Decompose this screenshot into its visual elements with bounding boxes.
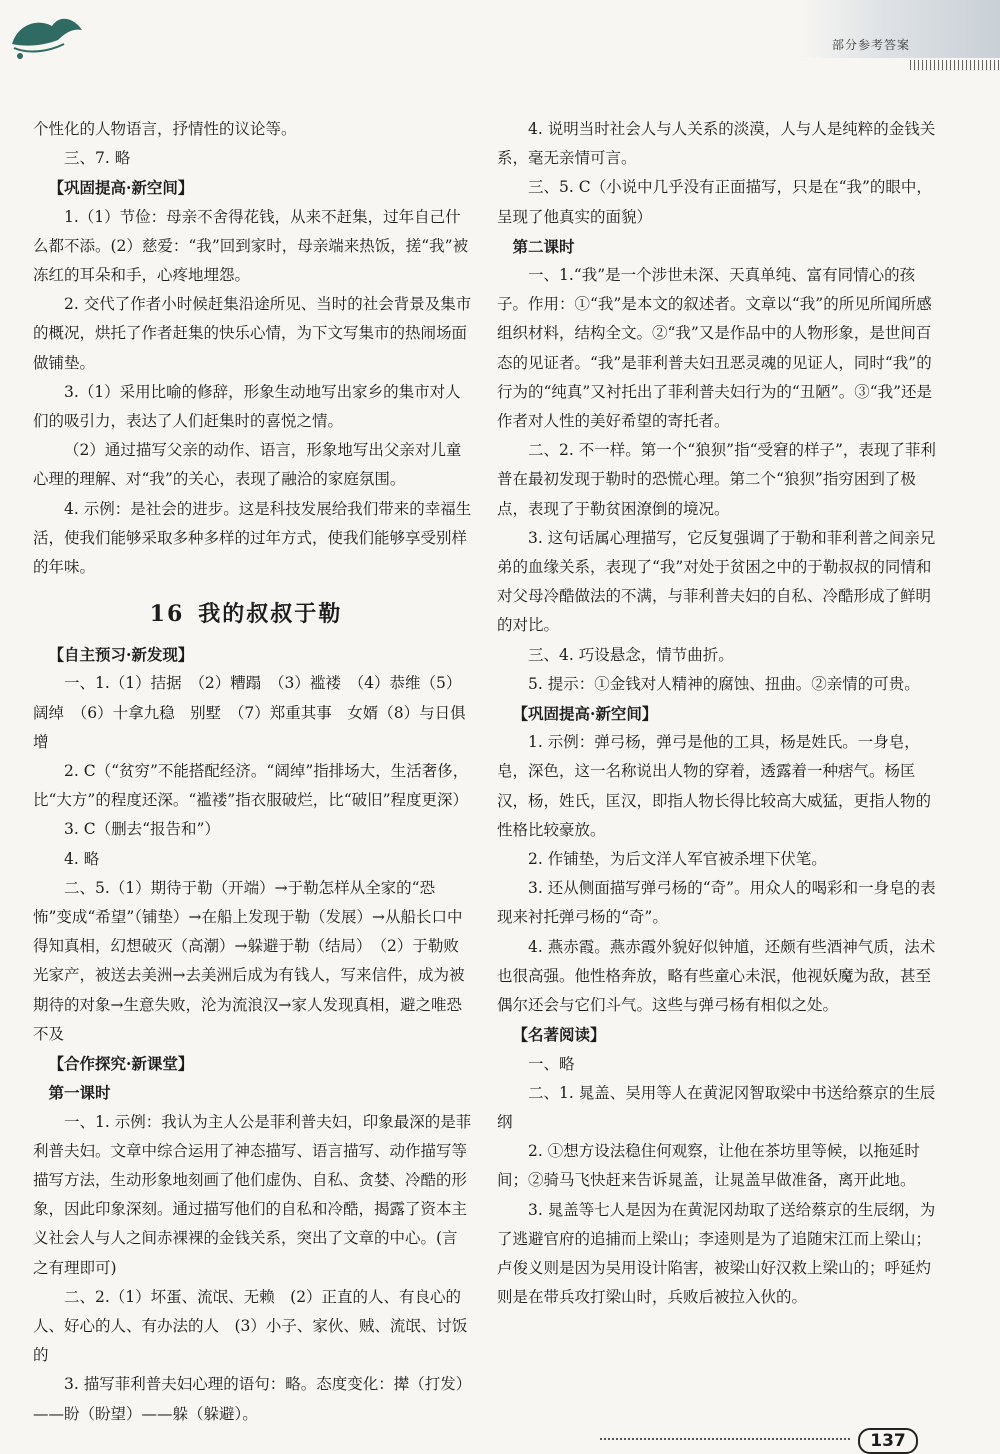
header-tick-strip — [910, 60, 1000, 70]
page-number: 137 — [858, 1428, 918, 1454]
page-header — [0, 0, 1000, 72]
paragraph: 二、5.（1）期待于勒（开端）→于勒怎样从全家的“恐怖”变成“希望”（铺垫）→在船上发现于勒（发展）→从船长口中得知真相，幻想破灭（高潮）→躲避于勒（结局） （2）于勒败光家产，被送去美洲→去美洲后成为有钱人，写来信件，成为被期待的对象→生意失败，沦为流浪汉→家人发现真相，避之唯恐不及 — [33, 878, 465, 1043]
paragraph: 4. 说明当时社会人与人关系的淡漠，人与人是纯粹的金钱关系，毫无亲情可言。 — [497, 120, 936, 168]
paragraph: 1. 示例：弹弓杨，弹弓是他的工具，杨是姓氏。一身皂，皂，深色，这一名称说出人物的穿着，透露着一种痞气。杨匡汉，杨，姓氏，匡汉，即指人物长得比较高大威猛，更指人物的性格比较豪放。 — [497, 733, 932, 839]
paragraph: 3. 还从侧面描写弹弓杨的“奇”。用众人的喝彩和一身皂的表现来衬托弹弓杨的“奇”。 — [497, 879, 936, 927]
chapter-title — [33, 594, 473, 634]
paragraph: 一、1.“我”是一个涉世未深、天真单纯、富有同情心的孩子。作用：①“我”是本文的叙述者。文章以“我”的所见所闻所感组织材料，结构全文。②“我”又是作品中的人物形象，是世间百态的见证者。“我”是菲利普夫妇丑恶灵魂的见证人，同时“我”的行为的“纯真”又衬托出了菲利普夫妇行为的“丑陋”。③“我”还是作者对人性的美好希望的寄托者。 — [497, 266, 933, 431]
chapter-number: 16 — [149, 601, 185, 628]
right-column — [497, 115, 937, 1312]
section-heading: 【名著阅读】 — [512, 1025, 606, 1045]
paragraph: 2. 交代了作者小时候赶集沿途所见、当时的社会背景及集市的概况，烘托了作者赶集的快乐心情，为下文写集市的热闹场面做铺垫。 — [33, 295, 472, 372]
paragraph: 二、2. 不一样。第一个“狼狈”指“受窘的样子”，表现了菲利普在最初发现于勒时的恐慌心理。第二个“狼狈”指穷困到了极点，表现了于勒贫困潦倒的境况。 — [497, 441, 936, 518]
paragraph: 一、1. 示例：我认为主人公是菲利普夫妇，印象最深的是菲利普夫妇。文章中综合运用了神态描写、语言描写、动作描写等描写方法，生动形象地刻画了他们虚伪、自私、贪婪、冷酷的形象，因此印象深刻。通过描写他们的自私和冷酷，揭露了资本主义社会人与人之间赤裸裸的金钱关系，突出了文章的中心。(言之有理即可) — [33, 1112, 472, 1277]
lesson-heading: 第二课时 — [512, 236, 575, 256]
paragraph: 三、7. 略 — [64, 149, 131, 168]
paragraph: 2. ①想方设法稳住何观察，让他在茶坊里等候，以拖延时间；②骑马飞快赶来告诉晁盖，让晁盖早做准备，离开此地。 — [497, 1142, 920, 1190]
paragraph: 3.（1）采用比喻的修辞，形象生动地写出家乡的集市对人们的吸引力，表达了人们赶集时的喜悦之情。 — [33, 382, 461, 431]
paragraph: 4. 略 — [64, 849, 100, 868]
paragraph: 3. 描写菲利普夫妇心理的语句：略。态度变化：撵（打发）——盼（盼望）——躲（躲避）。 — [33, 1375, 472, 1423]
paragraph: 二、2.（1）坏蛋、流氓、无赖 (2）正直的人、有良心的人、好心的人、有办法的人 (3）小子、家伙、贼、流氓、讨饭的 — [33, 1287, 468, 1365]
paragraph: 2. C（“贫穷”不能搭配经济。“阔绰”指排场大，生活奢侈，比“大方”的程度还深。“褴褛”指衣服破烂，比“破旧”程度更深） — [33, 762, 469, 810]
paragraph: 5. 提示：①金钱对人精神的腐蚀、扭曲。②亲情的可贵。 — [528, 674, 920, 693]
section-heading: 【巩固提高·新空间】 — [512, 704, 658, 724]
paragraph: 二、1. 晁盖、吴用等人在黄泥冈智取梁中书送给蔡京的生辰纲 — [497, 1083, 936, 1131]
footer-dotted-line — [600, 1438, 850, 1440]
paragraph: 1.（1）节俭：母亲不舍得花钱，从来不赶集，过年自己什么都不添。(2）慈爱：“我”回到家时，母亲端来热饭，搓“我”被冻红的耳朵和手，心疼地埋怨。 — [33, 207, 469, 285]
paragraph: 4. 示例：是社会的进步。这是科技发展给我们带来的幸福生活，使我们能够采取多种多样的过年方式，使我们能够享受别样的年味。 — [33, 499, 472, 577]
header-label: 部分参考答案 — [832, 38, 911, 52]
left-column — [33, 115, 473, 1429]
bird-logo-icon — [8, 4, 88, 64]
section-heading: 【巩固提高·新空间】 — [48, 178, 194, 198]
paragraph: 个性化的人物语言，抒情性的议论等。 — [33, 120, 297, 138]
paragraph: 一、略 — [528, 1054, 575, 1073]
paragraph: 三、5. C（小说中几乎没有正面描写，只是在“我”的眼中，呈现了他真实的面貌） — [497, 178, 932, 226]
paragraph: 3. 这句话属心理描写，它反复强调了于勒和菲利普之间亲兄弟的血缘关系，表现了“我”对处于贫困之中的于勒叔叔的同情和对父母冷酷做法的不满，与菲利普夫妇的自私、冷酷形成了鲜明的对比。 — [497, 528, 936, 635]
chapter-name: 我的叔叔于勒 — [198, 601, 343, 628]
lesson-heading: 第一课时 — [48, 1083, 111, 1103]
paragraph: 4. 燕赤霞。燕赤霞外貌好似钟馗，还颇有些酒神气质，法术也很高强。他性格奔放，略有些童心未泯，他视妖魔为敌，甚至偶尔还会与它们斗气。这些与弹弓杨有相似之处。 — [497, 937, 936, 1015]
section-heading: 【自主预习·新发现】 — [48, 645, 194, 665]
paragraph: 2. 作铺垫，为后文洋人军官被杀埋下伏笔。 — [528, 850, 827, 869]
section-heading: 【合作探究·新课堂】 — [48, 1054, 194, 1074]
paragraph: 3. 晁盖等七人是因为在黄泥冈劫取了送给蔡京的生辰纲，为了逃避官府的追捕而上梁山；李逵则是为了追随宋江而上梁山；卢俊义则是因为吴用设计陷害，被梁山好汉救上梁山的；呼延灼则是在带兵攻打梁山时，兵败后被拉入伙的。 — [497, 1200, 936, 1307]
paragraph: （2）通过描写父亲的动作、语言，形象地写出父亲对儿童心理的理解、对“我”的关心，表现了融洽的家庭氛围。 — [33, 441, 462, 489]
paragraph: 三、4. 巧设悬念，情节曲折。 — [528, 645, 734, 664]
paragraph: 一、1.（1）拮据 （2）糟蹋 （3）褴褛 （4）恭维（5）阔绰 （6）十拿九稳 别墅 （7）郑重其事 女婿（8）与日俱增 — [33, 674, 466, 751]
paragraph: 3. C（删去“报告和”） — [64, 820, 220, 839]
page-footer — [600, 1428, 1000, 1451]
